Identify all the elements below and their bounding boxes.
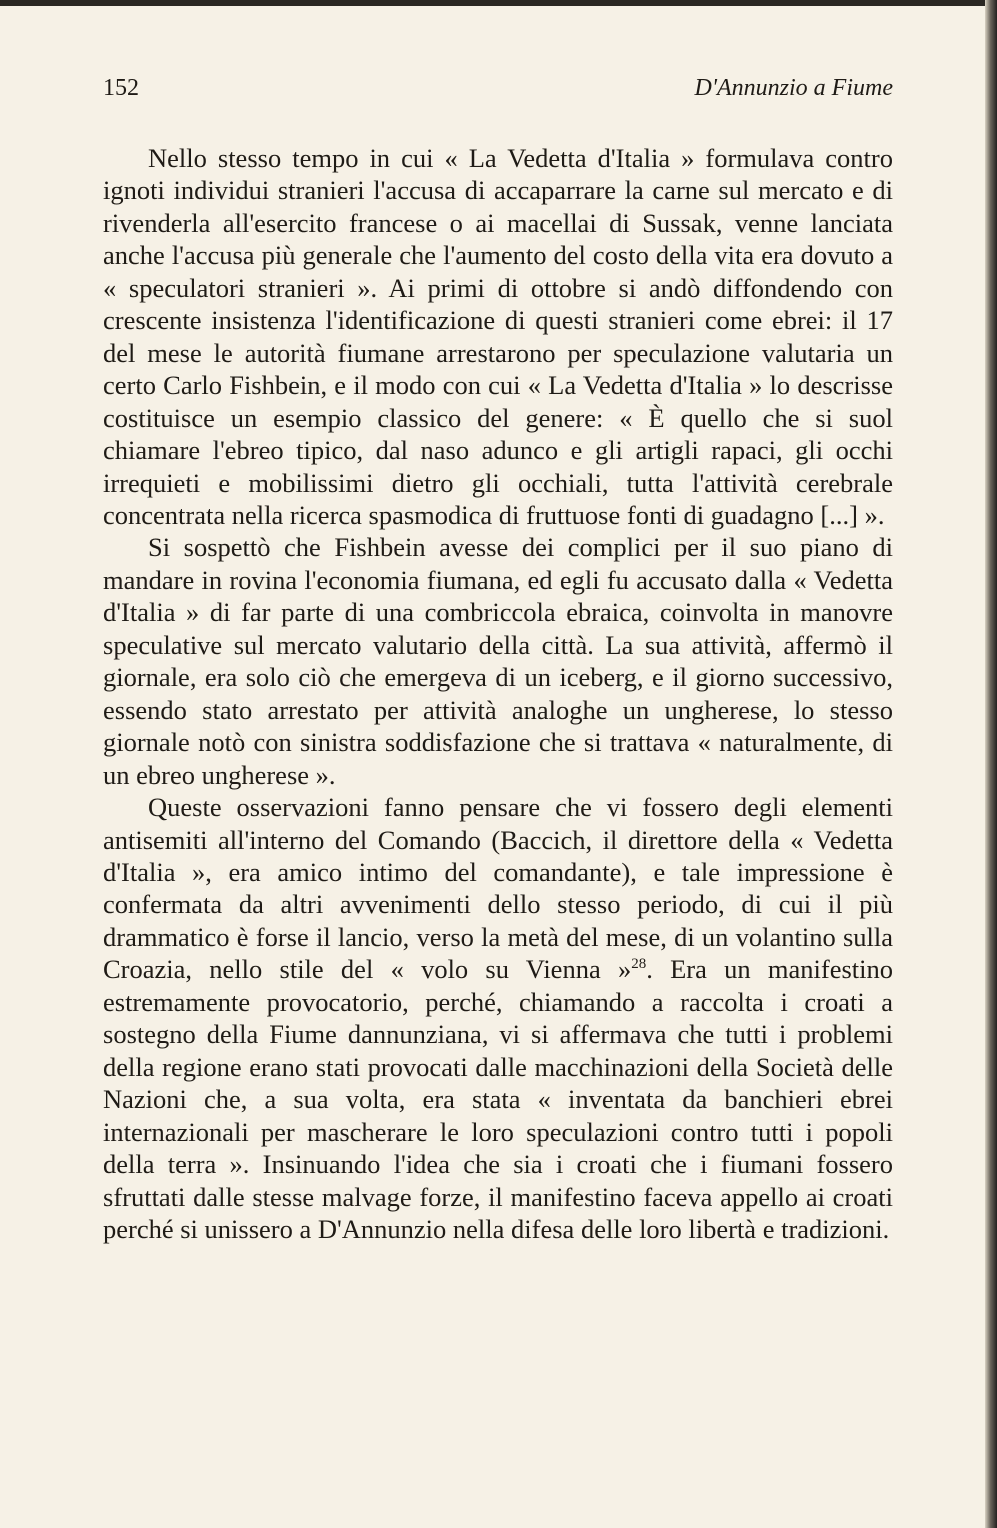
paragraph-3-text-before: Queste osservazioni fanno pensare che vi fossero degli elementi antisemiti all'interno del Comando (Baccich, il direttore della « Vedetta d'Italia », era amico intimo del comandante), e tale impressione è confermata da altri avvenimenti dello stesso periodo, di cui il più drammatico è forse il lancio, verso la metà del mese, di un volantino sulla Croazia, nello stile del « volo su Vienna » [103,792,893,985]
paragraph-1: Nello stesso tempo in cui « La Vedetta d'Italia » formulava contro ignoti individui stranieri l'accusa di accaparrare la carne sul mercato e di rivenderla all'esercito francese o ai macellai di Sussak, venne lanciata anche l'accusa più generale che l'aumento del costo della vita era dovuto a « speculatori stranieri ». Ai primi di ottobre si andò diffondendo con crescente insistenza l'identificazione di questi stranieri come ebrei: il 17 del mese le autorità fiumane arrestarono per speculazione valutaria un certo Carlo Fishbein, e il modo con cui « La Vedetta d'Italia » lo descrisse costituisce un esempio classico del genere: « È quello che si suol chiamare l'ebreo tipico, dal naso adunco e gli artigli rapaci, gli occhi irrequieti e mobilissimi dietro gli occhiali, tutta l'attività cerebrale concentrata nella ricerca spasmodica di fruttuose fonti di guadagno [...] ». [103,143,893,530]
page-number: 152 [103,75,139,101]
running-header [103,75,893,115]
paragraph-3-text-after: . Era un manifestino estremamente provocatorio, perché, chiamando a raccolta i croati a sostegno della Fiume dannunziana, vi si affermava che tutti i problemi della regione erano stati provocati dalle macchinazioni della Società delle Nazioni che, a sua volta, era stata « inventata da banchieri ebrei internazionali per mascherare le loro speculazioni contro tutti i popoli della terra ». Insinuando l'idea che sia i croati che i fiumani fossero sfruttati dalle stesse malvage forze, il manifestino faceva appello ai croati perché si unissero a D'Annunzio nella difesa delle loro libertà e tradizioni. [103,954,893,1244]
page-top-edge [0,0,997,6]
footnote-reference: 28 [631,956,647,973]
body-text [103,142,893,1245]
running-title: D'Annunzio a Fiume [694,75,893,101]
book-spine-shadow [985,0,997,1528]
paragraph-2: Si sospettò che Fishbein avesse dei complici per il suo piano di mandare in rovina l'economia fiumana, ed egli fu accusato dalla « Vedetta d'Italia » di far parte di una combriccola ebraica, coinvolta in manovre speculative sul mercato valutario della città. La sua attività, affermò il giornale, era solo ciò che emergeva di un iceberg, e il giorno successivo, essendo stato arrestato per attività analoghe un ungherese, lo stesso giornale notò con sinistra soddisfazione che si trattava « naturalmente, di un ebreo ungherese ». [103,532,893,790]
paragraph-3 [103,791,893,1245]
